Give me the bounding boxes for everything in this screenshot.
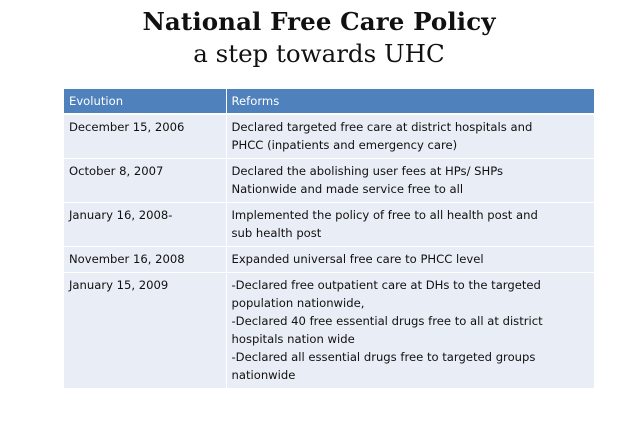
reform-text-line: sub health post: [231, 226, 322, 240]
reform-cell: [226, 273, 594, 389]
title-line-1: National Free Care Policy: [142, 7, 496, 36]
evolution-date-cell: January 16, 2008-: [64, 203, 226, 247]
evolution-date-cell: November 16, 2008: [64, 247, 226, 273]
reform-text-line: population nationwide,: [231, 296, 365, 310]
table-row: [64, 247, 594, 273]
reform-text-line: PHCC (inpatients and emergency care): [231, 138, 458, 152]
reform-text-line: -Declared free outpatient care at DHs to the targeted: [231, 278, 541, 292]
reform-cell: [226, 247, 594, 273]
reform-text-line: -Declared all essential drugs free to targeted groups: [231, 350, 536, 364]
reform-text-line: Nationwide and made service free to all: [231, 182, 464, 196]
evolution-date-cell: January 15, 2009: [64, 273, 226, 389]
reform-text-line: nationwide: [231, 368, 296, 382]
table-row: [64, 159, 594, 203]
table-row: [64, 114, 594, 159]
policy-table: [64, 89, 594, 389]
reform-text-line: hospitals nation wide: [231, 332, 355, 346]
header-evolution: Evolution: [64, 89, 226, 114]
evolution-date-cell: October 8, 2007: [64, 159, 226, 203]
reform-text-line: Expanded universal free care to PHCC level: [231, 252, 484, 266]
reform-text-line: Declared the abolishing user fees at HPs/ SHPs: [231, 164, 504, 178]
table-body: [64, 114, 594, 389]
title-line-2: a step towards UHC: [193, 39, 445, 68]
table-row: [64, 273, 594, 389]
reform-text-line: Declared targeted free care at district hospitals and: [231, 120, 533, 134]
reform-cell: [226, 203, 594, 247]
reform-text-line: -Declared 40 free essential drugs free to all at district: [231, 314, 543, 328]
table-row: [64, 203, 594, 247]
reform-text-line: Implemented the policy of free to all health post and: [231, 208, 538, 222]
reform-cell: [226, 114, 594, 159]
evolution-date-cell: December 15, 2006: [64, 114, 226, 159]
header-reforms: Reforms: [226, 89, 594, 114]
table-header-row: [64, 89, 594, 114]
reform-cell: [226, 159, 594, 203]
slide-title: [0, 6, 638, 70]
